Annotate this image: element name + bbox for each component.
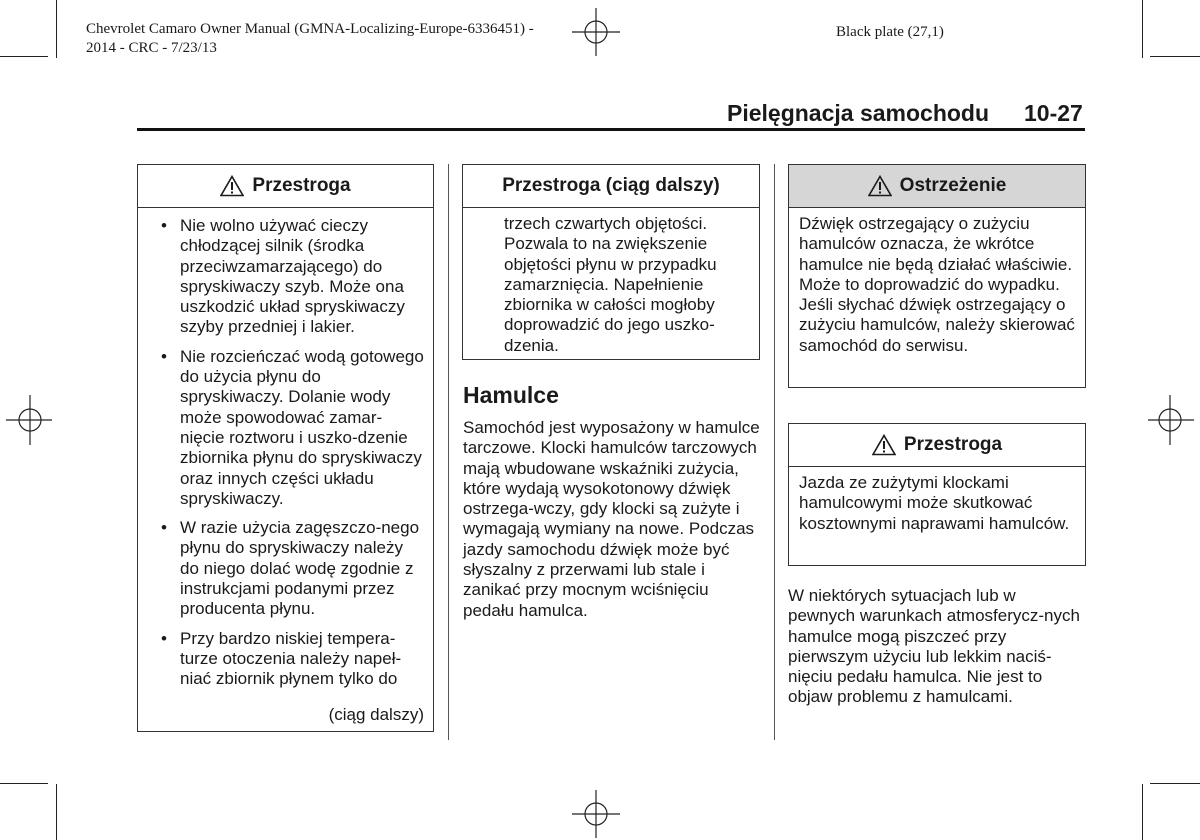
warning-box xyxy=(788,164,1086,388)
closing-paragraph: W niektórych sytuacjach lub w pewnych warunkach atmosferycz-nych hamulce mogą piszczeć przy pierwszym użyciu lub lekkim naciś-nięciu pedału hamulca. Nie jest to objaw problemu z hamulcami. xyxy=(788,586,1080,707)
caution-box-header xyxy=(138,165,433,208)
registration-mark-bottom xyxy=(572,790,620,838)
header-rule xyxy=(137,128,1085,131)
caution-continued-text: trzech czwartych objętości. Pozwala to na zwiększenie objętości płynu w przypadku zamarznięcia. Napełnienie zbiornika w całości mogłoby doprowadzić do jego uszko-dzenia. xyxy=(504,214,717,355)
column-divider xyxy=(774,164,775,740)
caution-title: Przestroga xyxy=(903,434,1003,455)
caution-box-header xyxy=(789,424,1085,467)
caution-box xyxy=(788,423,1086,566)
print-header-line2: 2014 - CRC - 7/23/13 xyxy=(86,40,217,56)
warning-triangle-icon xyxy=(872,434,896,456)
caution-title: Przestroga xyxy=(252,175,351,196)
registration-mark-right xyxy=(1148,395,1196,445)
warning-triangle-icon xyxy=(868,175,892,197)
warning-title: Ostrzeżenie xyxy=(899,175,1007,196)
brakes-paragraph: Samochód jest wyposażony w hamulce tarczowe. Klocki hamulców tarczowych mają wbudowane wskaźniki zużycia, które wydają wysokotonowy dźwięk ostrzega-wczy, gdy klocki są zużyte i wymagają wymiany na nowe. Podczas jazdy samochodu dźwięk może być słyszalny z przerwami lub stale i zanikać przy mocnym wciśnięciu pedału hamulca. xyxy=(463,418,760,620)
caution-text: Jazda ze zużytymi klockami hamulcowymi może skutkować kosztownymi naprawami hamulców. xyxy=(799,473,1070,533)
continued-label: (ciąg dalszy) xyxy=(328,704,424,724)
caution-list xyxy=(161,216,425,690)
page-number: 10-27 xyxy=(1024,100,1083,126)
column-divider xyxy=(448,164,449,740)
caution-box xyxy=(137,164,434,732)
warning-triangle-icon xyxy=(220,175,244,197)
registration-mark-left xyxy=(4,395,52,445)
list-item: • Nie rozcieńczać wodą gotowego do użycia płynu do spryskiwaczy. Dolanie wody może spowodować zamar-nięcie roztworu i uszko-dzenie zbiornika płynu do spryskiwaczy oraz innych części układu spryskiwaczy. xyxy=(161,347,425,509)
caution-continued-header: Przestroga (ciąg dalszy) xyxy=(463,165,759,208)
caution-continued-box xyxy=(462,164,760,360)
registration-mark-top xyxy=(572,8,620,56)
list-item: • Nie wolno używać cieczy chłodzącej silnik (środka przeciwzamarzającego) do spryskiwaczy szyb. Może ona uszkodzić układ spryskiwaczy szyby przedniej i lakier. xyxy=(161,216,425,338)
warning-box-header xyxy=(789,165,1085,208)
section-title: Pielęgnacja samochodu xyxy=(727,100,990,126)
print-header-line1: Chevrolet Camaro Owner Manual (GMNA-Localizing-Europe-6336451) - xyxy=(86,21,534,37)
list-item: • W razie użycia zagęszczo-nego płynu do spryskiwaczy należy do niego dolać wodę zgodnie z instrukcjami podanymi przez producenta płynu. xyxy=(161,518,425,619)
brakes-heading: Hamulce xyxy=(463,382,559,408)
list-item: • Przy bardzo niskiej tempera-turze otoczenia należy napeł-niać zbiornik płynem tylko do xyxy=(161,629,425,690)
print-header xyxy=(86,20,534,58)
warning-text: Dźwięk ostrzegający o zużyciu hamulców oznacza, że wkrótce hamulce nie będą działać właściwie. Może to doprowadzić do wypadku. Jeśli słychać dźwięk ostrzegający o zużyciu hamulców, należy skierować samochód do serwisu. xyxy=(799,214,1075,355)
plate-label: Black plate (27,1) xyxy=(836,24,944,40)
